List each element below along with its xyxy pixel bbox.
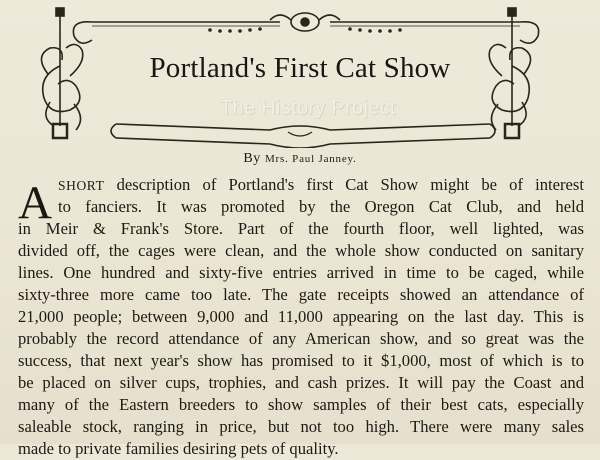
byline-author: Mrs. Paul Janney. [264, 153, 357, 165]
article-line: lines. One hundred and sixty-five entries arrived in time to be caged, while [18, 263, 584, 282]
byline-prefix: By [243, 151, 265, 166]
article-line: 21,000 people; between 9,000 and 11,000 appearing on the last day. This is [18, 307, 584, 326]
byline [0, 151, 600, 167]
article-line: be placed on silver cups, trophies, and cash prizes. It will pay the Coast and [18, 373, 584, 392]
article-line [58, 174, 584, 196]
watermark-text: The History Project [220, 97, 396, 119]
line-text: description of Portland's first Cat Show might be of interest [104, 175, 584, 194]
article-line: success, that next year's show has promised to it $1,000, most of which is to [18, 351, 584, 370]
article-line: in Meir & Frank's Store. Part of the fourth floor, well lighted, was [18, 219, 584, 238]
article-title: Portland's First Cat Show [149, 52, 451, 84]
article-line: to fanciers. It was promoted by the Oregon Cat Club, and held [58, 197, 584, 216]
drop-cap: A [18, 177, 52, 229]
article-line: divided off, the cages were clean, and the whole show conducted on sanitary [18, 241, 584, 260]
article-line: saleable stock, ranging in price, but not too high. There were many sales [18, 417, 584, 436]
article-line: made to private families desiring pets of quality. [18, 439, 339, 458]
article-line: sixty-three more came too late. The gate receipts showed an attendance of [18, 285, 584, 304]
first-word-smallcaps: SHORT [58, 178, 105, 193]
article-line: many of the Eastern breeders to show samples of their best cats, especially [18, 395, 584, 414]
article-line: probably the record attendance of any American show, and so great was the [18, 329, 584, 348]
